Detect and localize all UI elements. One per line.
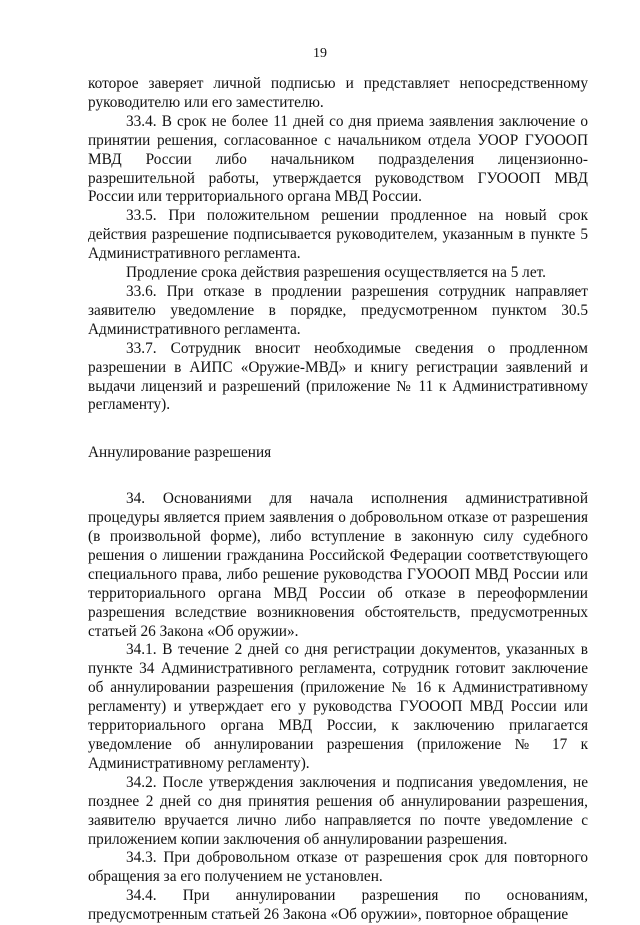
paragraph-34-4: 34.4. При аннулировании разрешения по основаниям, предусмотренным статьей 26 Закона «Об оружии», повторное обращение	[88, 887, 588, 924]
paragraph-34: 34. Основаниями для начала исполнения административной процедуры является прием заявления о добровольном отказе от разрешения (в произвольной форме), либо вступление в законную силу судебного решения о лишении гражданина Российской Федерации соответствующего специального права, либо решение руководства ГУОООП МВД России или территориального органа МВД России об отказе в переоформлении разрешения вследствие возникновения обстоятельств, предусмотренных статьей 26 Закона «Об оружии».	[88, 490, 588, 640]
paragraph-33-7: 33.7. Сотрудник вносит необходимые сведения о продленном разрешении в АИПС «Оружие-МВД» и книгу регистрации заявлений и выдачи лицензий и разрешений (приложение № 11 к Административному регламенту).	[88, 339, 588, 414]
paragraph-34-3: 34.3. При добровольном отказе от разрешения срок для повторного обращения за его получением не установлен.	[88, 849, 588, 886]
paragraph-33-5: 33.5. При положительном решении продленное на новый срок действия разрешение подписывается руководителем, указанным в пункте 5 Административного регламента.	[88, 207, 588, 263]
paragraph-33-4: 33.4. В срок не более 11 дней со дня приема заявления заключение о принятии решения, согласованное с начальником отдела УООР ГУОООП МВД России либо начальником подразделения лицензионно-разрешительной работы, утверждается руководством ГУОООП МВД России или территориального органа МВД России.	[88, 112, 588, 206]
paragraph-34-2: 34.2. После утверждения заключения и подписания уведомления, не позднее 2 дней со дня принятия решения об аннулировании разрешения, заявителю вручается лично либо направляется по почте уведомление с приложением копии заключения об аннулировании разрешения.	[88, 773, 588, 848]
paragraph-33-6: 33.6. При отказе в продлении разрешения сотрудник направляет заявителю уведомление в порядке, предусмотренном пунктом 30.5 Административного регламента.	[88, 282, 588, 338]
paragraph-continuation: которое заверяет личной подписью и представляет непосредственному руководителю или его заместителю.	[88, 75, 588, 111]
paragraph-renewal-term: Продление срока действия разрешения осуществляется на 5 лет.	[126, 264, 546, 282]
section-heading: Аннулирование разрешения	[88, 444, 272, 462]
paragraph-34-1: 34.1. В течение 2 дней со дня регистрации документов, указанных в пункте 34 Административного регламента, сотрудник готовит заключение об аннулировании разрешения (приложение № 16 к Административному регламенту) и утверждает его у руководства ГУОООП МВД России или территориального органа МВД России, к заключению прилагается уведомление об аннулировании разрешения (приложение № 17 к Административному регламенту).	[88, 641, 588, 772]
document-body	[88, 75, 588, 925]
page-number: 19	[313, 46, 327, 61]
